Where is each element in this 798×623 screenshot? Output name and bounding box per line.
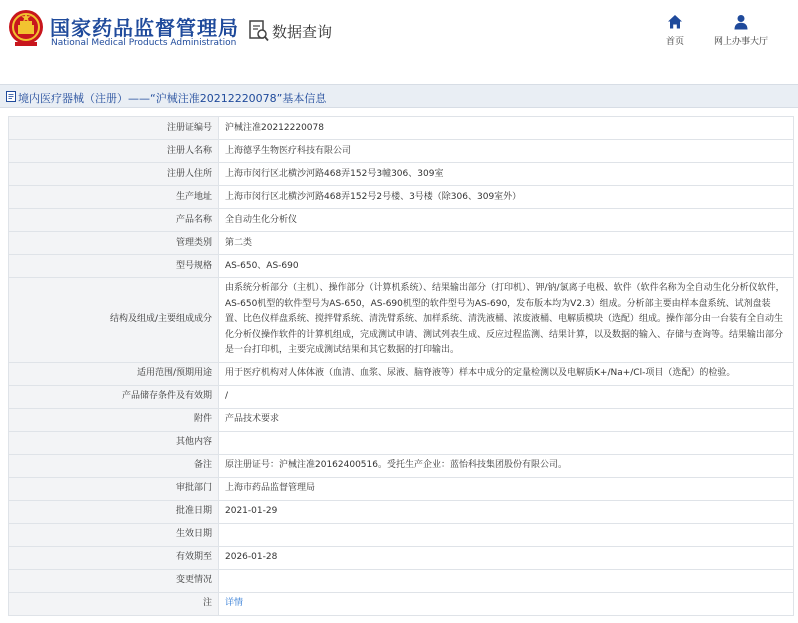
row-value: 上海市药品监督管理局 (219, 477, 794, 500)
site-header (0, 0, 798, 66)
table-row (9, 232, 794, 255)
table-row (9, 209, 794, 232)
row-label: 注 (9, 592, 219, 615)
row-value: 产品技术要求 (219, 408, 794, 431)
row-value (219, 592, 794, 615)
table-row (9, 546, 794, 569)
nav-home[interactable] (660, 14, 690, 47)
nav-online-label: 网上办事大厅 (713, 37, 768, 47)
row-label: 审批部门 (9, 477, 219, 500)
row-value: 上海市闵行区北横沙河路468弄152号3幢306、309室 (219, 163, 794, 186)
row-label: 产品名称 (9, 209, 219, 232)
registration-detail-table (8, 116, 794, 616)
org-name-cn: 国家药品监督管理局 (50, 16, 239, 40)
row-value (219, 569, 794, 592)
data-query-icon (249, 20, 269, 42)
table-row (9, 523, 794, 546)
row-value: 全自动生化分析仪 (219, 209, 794, 232)
row-label: 其他内容 (9, 431, 219, 454)
row-label: 管理类别 (9, 232, 219, 255)
row-value (219, 431, 794, 454)
national-emblem-icon (7, 8, 45, 48)
table-row (9, 255, 794, 278)
table-row (9, 385, 794, 408)
row-label: 产品储存条件及有效期 (9, 385, 219, 408)
row-value: 2026-01-28 (219, 546, 794, 569)
record-title-bar (0, 84, 798, 108)
row-label: 生产地址 (9, 186, 219, 209)
row-label: 型号规格 (9, 255, 219, 278)
details-link[interactable]: 详情 (225, 598, 244, 608)
user-icon (733, 14, 749, 30)
row-value: 上海德孚生物医疗科技有限公司 (219, 140, 794, 163)
row-label: 注册人住所 (9, 163, 219, 186)
row-label: 附件 (9, 408, 219, 431)
row-label: 批准日期 (9, 500, 219, 523)
row-value: 原注册证号：沪械注准20162400516。受托生产企业：蓝怡科技集团股份有限公司。 (219, 454, 794, 477)
row-value: 沪械注准20212220078 (219, 117, 794, 140)
row-value: 上海市闵行区北横沙河路468弄152号2号楼、3号楼（除306、309室外） (219, 186, 794, 209)
row-label: 注册证编号 (9, 117, 219, 140)
table-row (9, 140, 794, 163)
row-label: 生效日期 (9, 523, 219, 546)
nav-online-service-hall[interactable] (708, 14, 774, 47)
row-value: / (219, 385, 794, 408)
row-label: 有效期至 (9, 546, 219, 569)
row-value: 由系统分析部分（主机）、操作部分（计算机系统）、结果输出部分（打印机）、钾/钠/氯离子电极、软件（软件名称为全自动生化分析仪软件，AS-650机型的软件型号为AS-650，AS-690机型的软件型号为AS-690，发布版本均为V2.3）组成。分析部主要由样本盘系统、试剂盘装置、比色仪样盘系统、搅拌臂系统、清洗臂系统、加样系统、清洗液桶、浓废液桶、电解质模块（选配）组成。操作部分由一台装有全自动生化分析仪操作软件的计算机组成，完成测试申请、测试列表生成、反应过程监测、结果计算，以及数据的输入、存储与查询等。结果输出部分是一台打印机，主要完成测试结果和其它数据的打印输出。 (219, 278, 794, 363)
row-value: 2021-01-29 (219, 500, 794, 523)
document-icon (6, 91, 16, 102)
page-title: 数据查询 (272, 23, 333, 41)
row-value (219, 523, 794, 546)
row-value: 第二类 (219, 232, 794, 255)
table-row (9, 592, 794, 615)
table-row (9, 408, 794, 431)
table-row (9, 163, 794, 186)
row-label: 备注 (9, 454, 219, 477)
table-row (9, 569, 794, 592)
table-row (9, 431, 794, 454)
row-value: AS-650、AS-690 (219, 255, 794, 278)
row-label: 注册人名称 (9, 140, 219, 163)
home-icon (667, 14, 683, 30)
table-row (9, 362, 794, 385)
row-value: 用于医疗机构对人体体液（血清、血浆、尿液、脑脊液等）样本中成分的定量检测以及电解质K+/Na+/Cl-项目（选配）的检验。 (219, 362, 794, 385)
table-row (9, 278, 794, 363)
table-row (9, 117, 794, 140)
row-label: 变更情况 (9, 569, 219, 592)
nav-home-label: 首页 (665, 37, 684, 47)
row-label: 适用范围/预期用途 (9, 362, 219, 385)
record-title: 境内医疗器械（注册）——“沪械注准20212220078”基本信息 (18, 92, 327, 105)
table-row (9, 477, 794, 500)
row-label: 结构及组成/主要组成成分 (9, 278, 219, 363)
table-row (9, 186, 794, 209)
table-row (9, 454, 794, 477)
table-row (9, 500, 794, 523)
org-name-en: National Medical Products Administration (51, 38, 237, 48)
